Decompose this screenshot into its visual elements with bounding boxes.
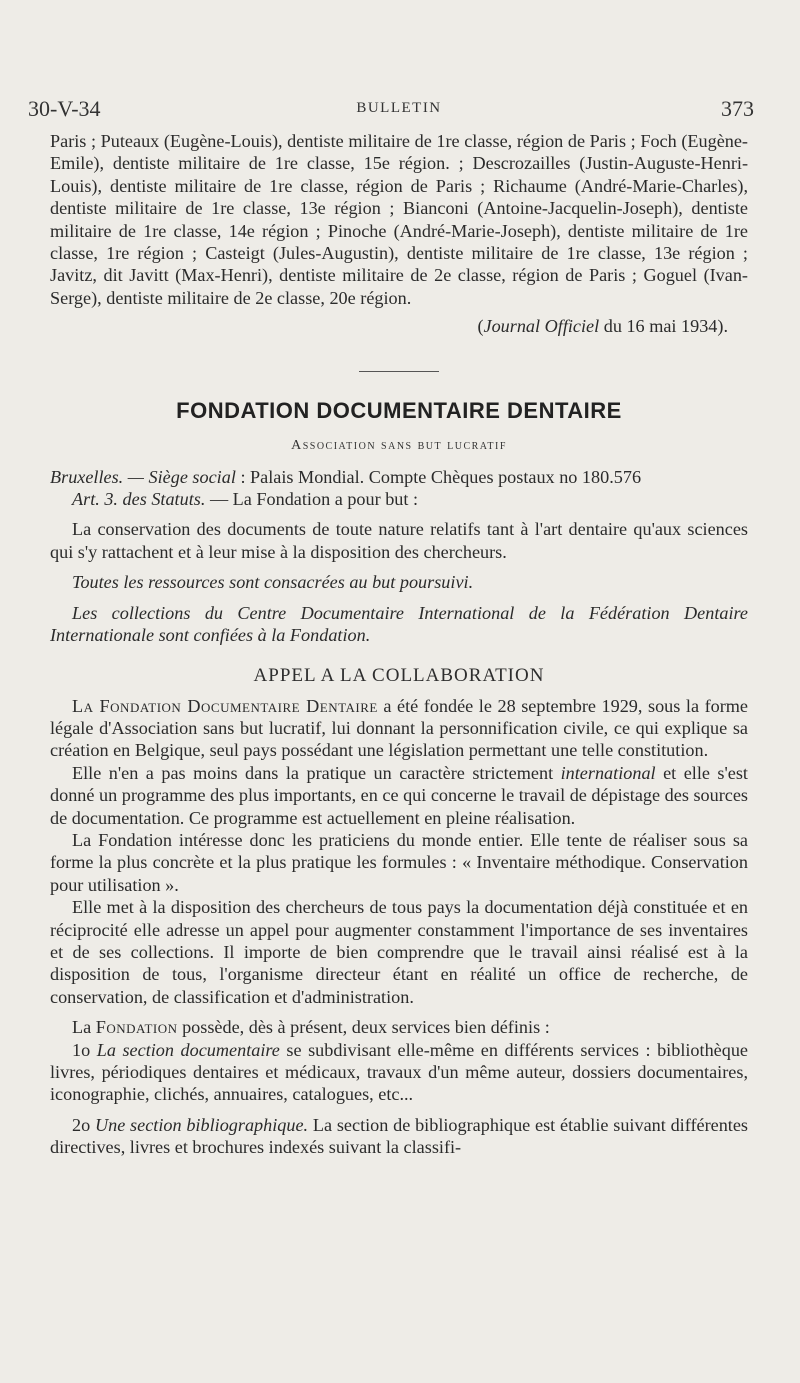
issue-date: 30-V-34 bbox=[28, 96, 101, 121]
section-subtitle: Association sans but lucratif bbox=[291, 437, 507, 453]
journal-title: Journal Officiel bbox=[483, 316, 600, 337]
running-header bbox=[28, 96, 754, 130]
foundation-name: La Fondation Documentaire Dentaire bbox=[72, 695, 378, 716]
article-ref: Art. 3. des Statuts. bbox=[72, 489, 206, 510]
paragraph-section-documentaire: 1o La section documentaire se subdivisant elle-même en différents services : bibliothèque livres, périodiques dentaires et médicaux, travaux d'un même auteur, dossiers documentaires, iconographie, clichés, annuaires, catalogues, etc... bbox=[50, 1039, 749, 1105]
page-number: 373 bbox=[721, 96, 754, 121]
appeal-title: APPEL A LA COLLABORATION bbox=[253, 664, 545, 686]
paragraph-international: Elle n'en a pas moins dans la pratique un caractère strictement international et elle s'est donné un programme des plus importants, en ce qui concerne le travail de dépistage des sources de documentation. Ce programme est actuellement en pleine réalisation. bbox=[50, 762, 748, 828]
paragraph-services: La Fondation possède, dès à présent, deux services bien définis : bbox=[72, 1017, 550, 1038]
seat-city: Bruxelles. bbox=[50, 466, 124, 487]
paragraph-foundation-date: La Fondation Documentaire Dentaire a été fondée le 28 septembre 1929, sous la forme légale d'Association sans but lucratif, lui donnant la personnification civile, ce qui explique sa création en Belgique, seul pays possédant une législation permettant une telle constitution. bbox=[50, 695, 748, 761]
article-line bbox=[50, 488, 748, 510]
collections-paragraph: Les collections du Centre Documentaire International de la Fédération Dentaire Internationale sont confiées à la Fondation. bbox=[50, 602, 748, 646]
seat-text: : Palais Mondial. Compte Chèques postaux no 180.576 bbox=[235, 466, 642, 487]
resources-line: Toutes les ressources sont consacrées au but poursuivi. bbox=[72, 572, 474, 593]
article-text: — La Fondation a pour but : bbox=[205, 489, 419, 510]
journal-reference: (Journal Officiel du 16 mai 1934). bbox=[477, 316, 728, 337]
seat-line bbox=[50, 466, 748, 488]
intro-paragraph: Paris ; Puteaux (Eugène-Louis), dentiste militaire de 1re classe, région de Paris ; Foch (Eugène-Emile), dentiste militaire de 1re classe, 15e région. ; Descrozailles (Justin-Auguste-Henri-Louis), dentiste militaire de 1re classe, région de Paris ; Richaume (André-Marie-Charles), dentiste militaire de 1re classe, 13e région ; Bianconi (Antoine-Jacquelin-Joseph), dentiste militaire de 1re classe, 14e région ; Pinoche (André-Marie-Joseph), dentiste militaire de 1re classe, 1re région ; Casteigt (Jules-Augustin), dentiste militaire de 1re classe, 13e région ; Javitz, dit Javitt (Max-Henri), dentiste militaire de 2e classe, région de Paris ; Goguel (Ivan-Serge), dentiste militaire de 2e classe, 20e région. bbox=[50, 131, 748, 308]
paragraph-world-interest: La Fondation intéresse donc les praticiens du monde entier. Elle tente de réaliser sous sa forme la plus concrète et la plus pratique les formules : « Inventaire méthodique. Conservation pour utilisation ». bbox=[50, 829, 748, 895]
bulletin-title: BULLETIN bbox=[356, 100, 442, 116]
section-title: FONDATION DOCUMENTAIRE DENTAIRE bbox=[176, 397, 622, 423]
paragraph-availability: Elle met à la disposition des chercheurs de tous pays la documentation déjà constituée et en réciprocité elle adresse un appel pour augmenter constamment l'importance de ses inventaires et de ses collections. Il importe de bien comprendre que le travail ainsi réalisé est à la disposition de tous, l'organisme directeur étant en réalité un office de recherche, de conservation, de classification et d'administration. bbox=[50, 897, 748, 1007]
section-divider bbox=[359, 371, 439, 372]
seat-label: — Siège social bbox=[123, 466, 236, 487]
paragraph-section-bibliographique: 2o Une section bibliographique. La section de bibliographique est établie suivant différentes directives, livres et brochures indexés suivant la classifi- bbox=[50, 1114, 749, 1158]
purpose-paragraph: La conservation des documents de toute nature relatifs tant à l'art dentaire qu'aux sciences qui s'y rattachent et à leur mise à la disposition des chercheurs. bbox=[50, 519, 748, 562]
